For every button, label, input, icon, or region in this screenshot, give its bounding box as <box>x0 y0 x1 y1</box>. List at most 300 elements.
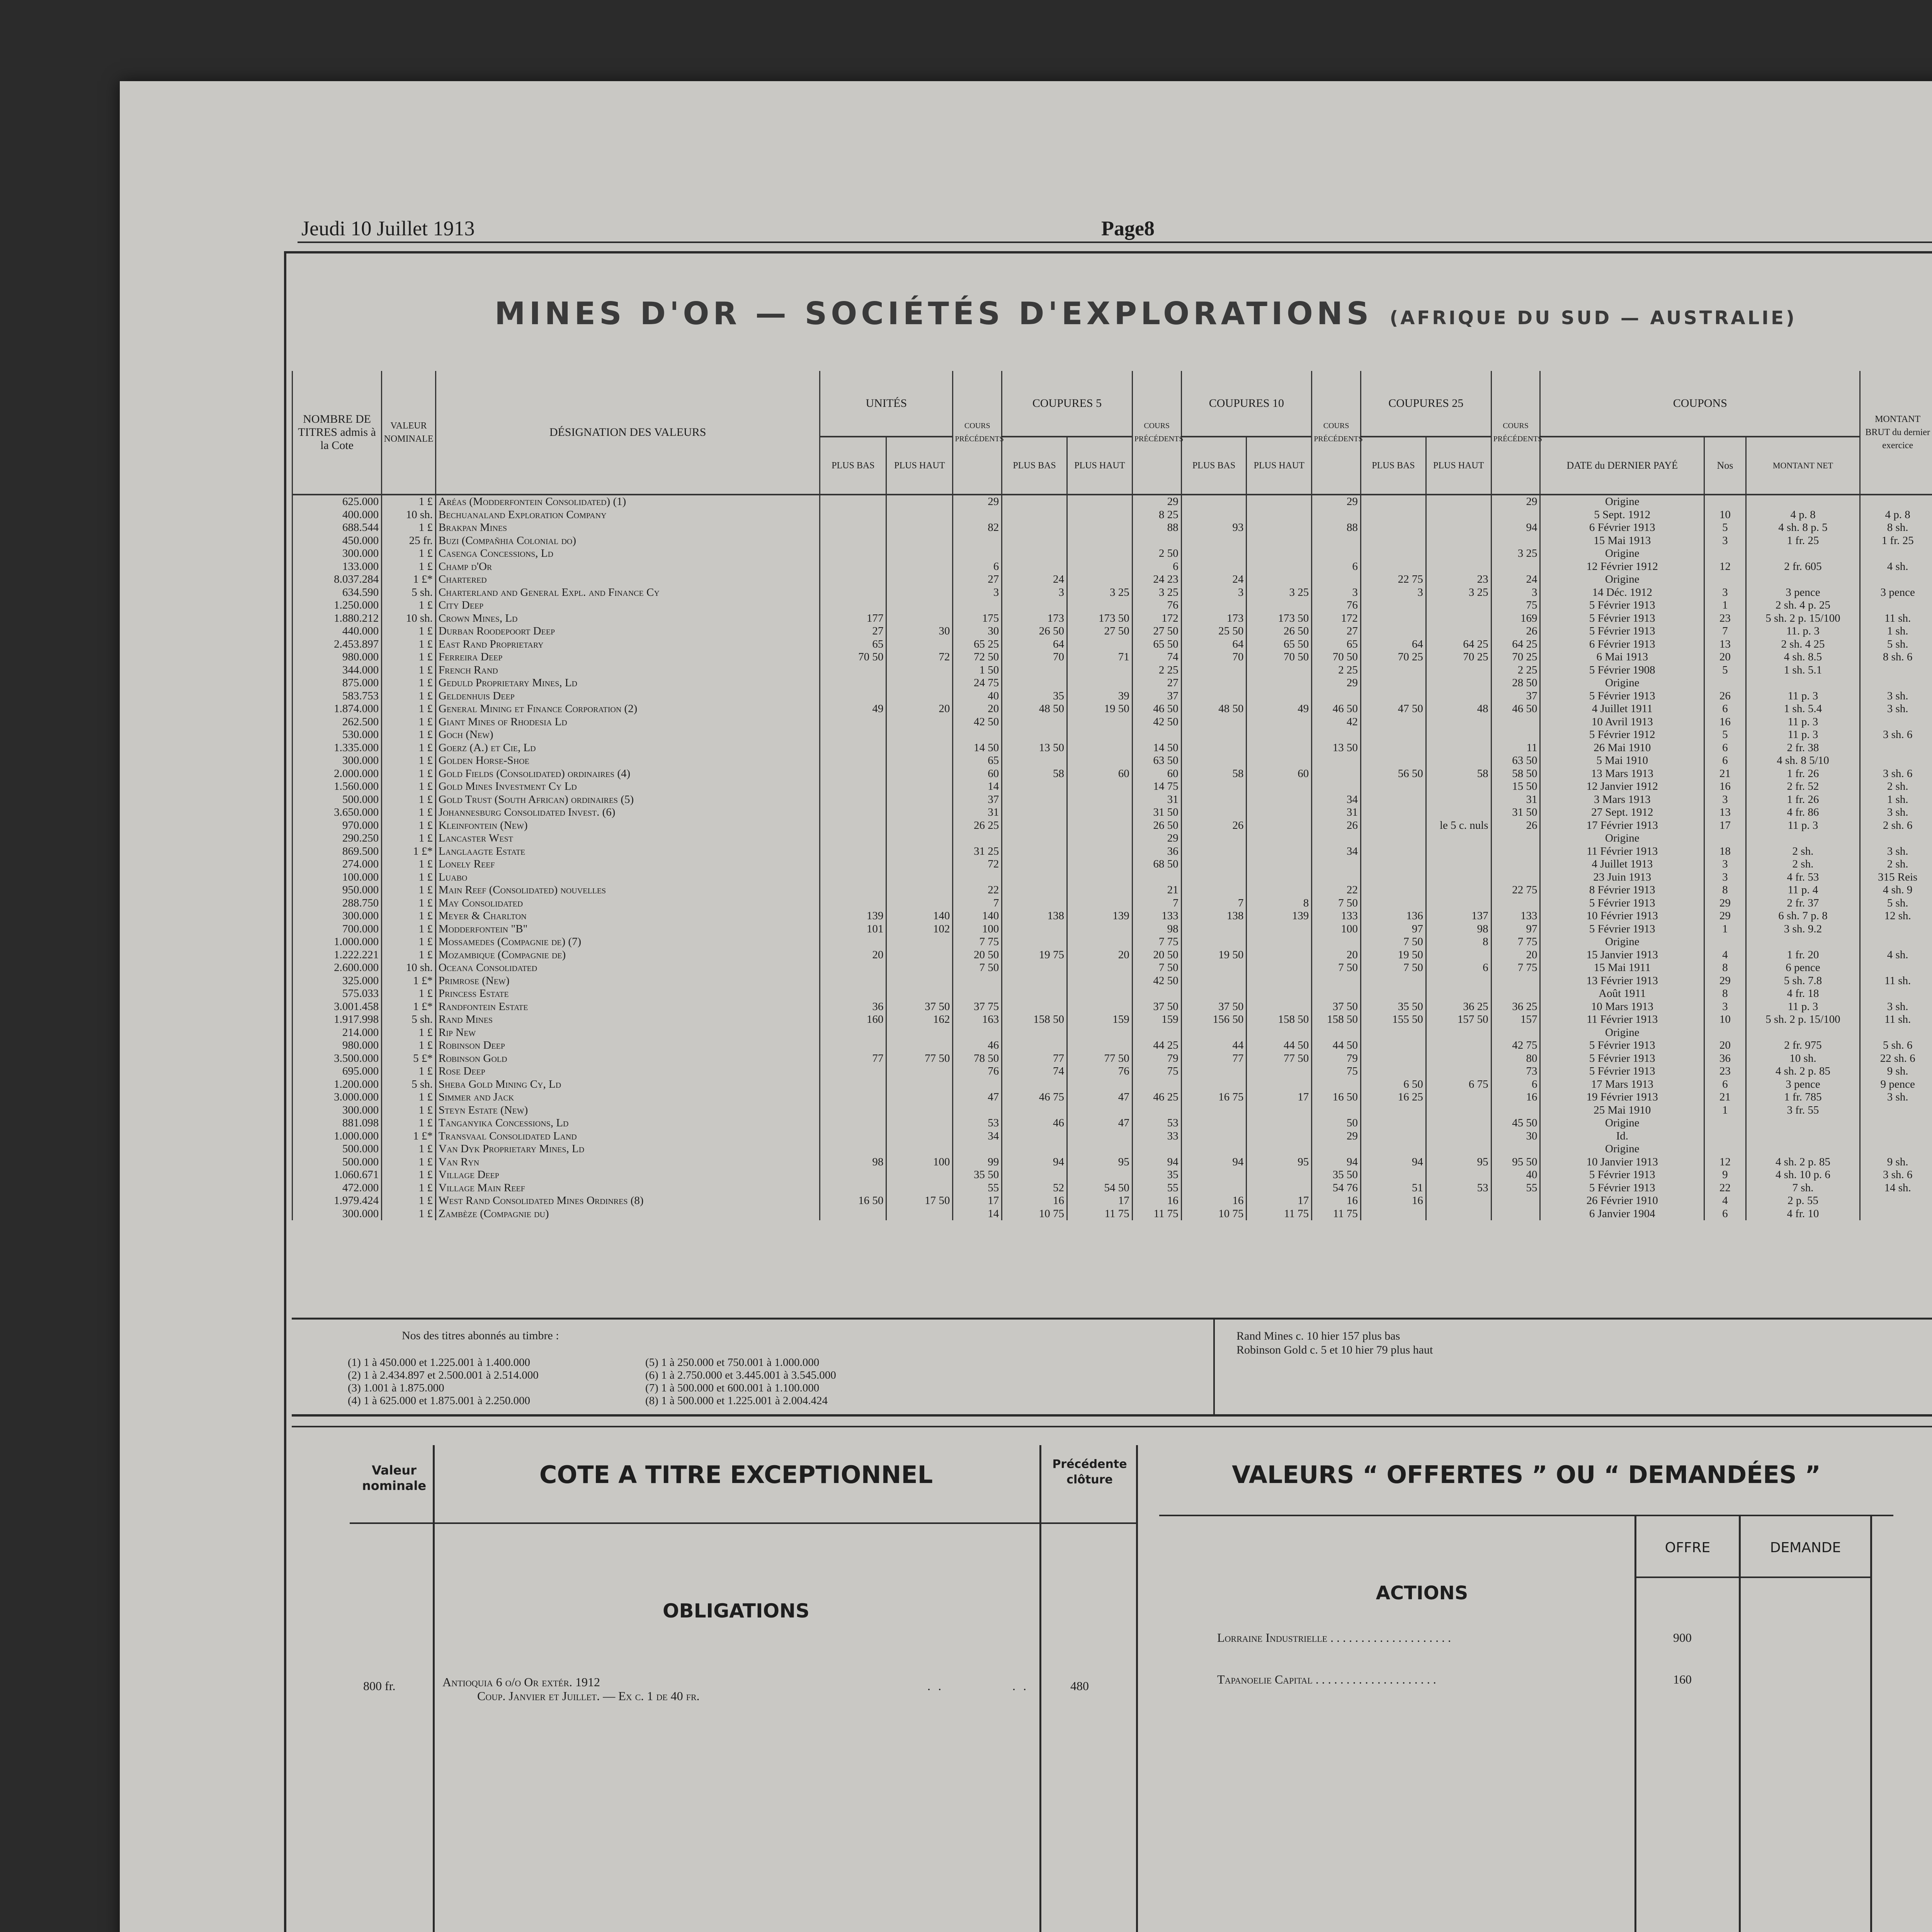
table-cell <box>1361 806 1426 819</box>
table-cell <box>1361 534 1426 548</box>
table-cell <box>820 573 886 586</box>
table-cell <box>1181 534 1247 548</box>
table-cell: 51 <box>1361 1182 1426 1195</box>
table-cell: 3 <box>1181 586 1247 599</box>
table-cell: 400.000 <box>293 509 382 522</box>
table-cell <box>1247 690 1312 703</box>
table-cell: 46 50 <box>1312 702 1361 716</box>
table-cell <box>1247 495 1312 509</box>
table-cell: 70 <box>1181 651 1247 664</box>
table-cell: 70 <box>1002 651 1067 664</box>
table-cell <box>1247 534 1312 548</box>
table-cell: 5 sh. <box>1860 638 1932 651</box>
table-cell: Aréas (Modderfontein Consolidated) (1) <box>435 495 820 509</box>
table-cell <box>1247 832 1312 845</box>
table-cell: 1 £* <box>382 573 436 586</box>
table-cell: 4 fr. 53 <box>1746 871 1860 884</box>
exc-precedente: Précédente clôture <box>1052 1458 1127 1486</box>
table-cell <box>1491 1104 1540 1117</box>
table-cell: 8 sh. 6 <box>1860 651 1932 664</box>
table-cell <box>1067 599 1132 612</box>
table-cell <box>1426 949 1491 962</box>
table-cell: 11 75 <box>1312 1208 1361 1221</box>
table-row <box>293 1143 1932 1156</box>
list-item: (3) 1.001 à 1.875.000 <box>348 1382 444 1394</box>
table-cell <box>1704 677 1746 690</box>
table-cell: 31 <box>953 806 1002 819</box>
table-cell <box>820 1065 886 1078</box>
table-cell: 5 <box>1704 728 1746 742</box>
table-cell: 37 <box>1132 690 1181 703</box>
table-cell: 58 50 <box>1491 767 1540 781</box>
table-cell <box>1067 547 1132 560</box>
table-cell <box>1426 664 1491 677</box>
table-cell: 34 <box>953 1130 1002 1143</box>
table-cell: 2.453.897 <box>293 638 382 651</box>
table-cell: 3 <box>1002 586 1067 599</box>
table-cell: 8 25 <box>1132 509 1181 522</box>
table-row <box>293 638 1932 651</box>
table-cell <box>886 690 953 703</box>
table-cell <box>1361 780 1426 793</box>
table-cell <box>820 1168 886 1182</box>
table-cell: 1 £ <box>382 1182 436 1195</box>
table-cell: 15 50 <box>1491 780 1540 793</box>
table-cell <box>1247 1168 1312 1182</box>
table-cell: 10 sh. <box>382 509 436 522</box>
table-cell: 3 <box>1361 586 1426 599</box>
table-cell: 4 sh. 2 p. 85 <box>1746 1156 1860 1169</box>
table-cell: 1 £ <box>382 1168 436 1182</box>
table-cell: 97 <box>1361 923 1426 936</box>
table-cell: 26 <box>1181 819 1247 832</box>
table-row <box>293 677 1932 690</box>
table-cell: 55 <box>1491 1182 1540 1195</box>
table-cell <box>1067 780 1132 793</box>
table-cell <box>1002 560 1067 573</box>
list-item: Robinson Gold c. 5 et 10 hier 79 plus haut <box>1236 1344 1433 1356</box>
table-cell: 26 <box>1312 819 1361 832</box>
table-cell <box>1067 935 1132 949</box>
table-cell <box>1426 1143 1491 1156</box>
table-cell <box>1860 547 1932 560</box>
table-cell: Robinson Gold <box>435 1052 820 1065</box>
exc-row-name-1: Antioquia 6 o/o Or extér. 1912 <box>442 1675 600 1689</box>
table-cell <box>1067 897 1132 910</box>
table-cell: Village Deep <box>435 1168 820 1182</box>
table-cell: 28 50 <box>1491 677 1540 690</box>
table-cell: 10 Janvier 1913 <box>1540 1156 1704 1169</box>
table-cell <box>1312 767 1361 781</box>
table-cell: 2 p. 55 <box>1746 1194 1860 1208</box>
table-cell: 10 Mars 1913 <box>1540 1000 1704 1014</box>
table-cell: 1.250.000 <box>293 599 382 612</box>
table-cell <box>886 560 953 573</box>
table-cell: 138 <box>1181 910 1247 923</box>
table-cell: 2 sh. 4 25 <box>1746 638 1860 651</box>
table-cell <box>1860 677 1932 690</box>
table-cell: 60 <box>1247 767 1312 781</box>
table-cell <box>820 767 886 781</box>
table-cell: Golden Horse-Shoe <box>435 754 820 767</box>
table-cell <box>820 884 886 897</box>
table-cell: 8 <box>1704 987 1746 1000</box>
exc-row-name <box>442 1675 700 1703</box>
table-cell <box>953 987 1002 1000</box>
table-row <box>293 1182 1932 1195</box>
table-cell <box>1002 664 1067 677</box>
table-cell: 4 Juillet 1911 <box>1540 702 1704 716</box>
table-cell: 315 Reis <box>1860 871 1932 884</box>
table-cell <box>1067 677 1132 690</box>
exc-header-rule <box>350 1522 1136 1524</box>
table-cell <box>1491 975 1540 988</box>
table-cell: 48 50 <box>1181 702 1247 716</box>
table-cell <box>1067 560 1132 573</box>
table-cell <box>1002 884 1067 897</box>
table-cell <box>1361 845 1426 858</box>
table-row <box>293 1039 1932 1052</box>
table-cell: 40 <box>953 690 1002 703</box>
table-cell <box>1361 560 1426 573</box>
table-cell: 1 £ <box>382 677 436 690</box>
table-cell: 12 <box>1704 1156 1746 1169</box>
table-cell <box>1860 1194 1932 1208</box>
table-cell: 3 25 <box>1247 586 1312 599</box>
table-cell <box>1002 961 1067 975</box>
table-cell: 1 £* <box>382 1130 436 1143</box>
table-cell: Origine <box>1540 1026 1704 1039</box>
table-cell <box>1002 599 1067 612</box>
table-cell: 47 <box>953 1091 1002 1104</box>
table-cell: 102 <box>886 923 953 936</box>
table-cell <box>1361 754 1426 767</box>
table-cell: 6 Janvier 1904 <box>1540 1208 1704 1221</box>
table-cell: 2 fr. 37 <box>1746 897 1860 910</box>
table-cell: 26 <box>1491 819 1540 832</box>
table-cell <box>1247 1000 1312 1014</box>
table-cell <box>820 754 886 767</box>
table-cell <box>1002 1078 1067 1091</box>
table-cell: 5 £* <box>382 1052 436 1065</box>
table-cell: 139 <box>1247 910 1312 923</box>
table-cell: 11. p. 3 <box>1746 625 1860 638</box>
table-cell <box>1247 664 1312 677</box>
table-cell: 11 sh. <box>1860 975 1932 988</box>
table-cell: 26 50 <box>1132 819 1181 832</box>
table-cell: 160 <box>820 1013 886 1026</box>
table-cell <box>1426 754 1491 767</box>
table-cell: 7 <box>1704 625 1746 638</box>
table-cell: 33 <box>1132 1130 1181 1143</box>
table-cell <box>1247 677 1312 690</box>
table-cell: 980.000 <box>293 1039 382 1052</box>
table-cell <box>1361 1130 1426 1143</box>
table-cell <box>886 1117 953 1130</box>
table-cell: le 5 c. nuls <box>1426 819 1491 832</box>
table-cell: 162 <box>886 1013 953 1026</box>
th-coupures10: COUPURES 10 <box>1181 371 1312 437</box>
table-cell: 11 p. 4 <box>1746 884 1860 897</box>
table-cell: 58 <box>1181 767 1247 781</box>
table-row <box>293 625 1932 638</box>
table-cell: 1 £* <box>382 1000 436 1014</box>
table-cell <box>1860 935 1932 949</box>
table-cell: 7 75 <box>1491 961 1540 975</box>
table-cell: 42 75 <box>1491 1039 1540 1052</box>
table-cell: 8.037.284 <box>293 573 382 586</box>
table-cell: 40 <box>1491 1168 1540 1182</box>
table-cell: 20 50 <box>953 949 1002 962</box>
table-cell: 158 50 <box>1247 1013 1312 1026</box>
table-row <box>293 949 1932 962</box>
table-cell <box>1181 716 1247 729</box>
table-cell <box>1426 1091 1491 1104</box>
table-cell <box>1426 728 1491 742</box>
table-cell: 6 Février 1913 <box>1540 521 1704 534</box>
table-cell <box>953 728 1002 742</box>
table-cell: 1 £ <box>382 716 436 729</box>
table-cell: 63 50 <box>1132 754 1181 767</box>
table-cell: 1 £ <box>382 638 436 651</box>
table-cell <box>1361 677 1426 690</box>
table-cell: Mozambique (Compagnie de) <box>435 949 820 962</box>
table-row <box>293 495 1932 509</box>
table-cell: 11 <box>1491 742 1540 755</box>
table-cell <box>1491 832 1540 845</box>
table-cell <box>1067 742 1132 755</box>
table-cell <box>1426 690 1491 703</box>
table-cell <box>1426 547 1491 560</box>
table-cell: 7 50 <box>1361 935 1426 949</box>
table-cell <box>1067 871 1132 884</box>
table-cell: 19 75 <box>1002 949 1067 962</box>
list-item: (2) 1 à 2.434.897 et 2.500.001 à 2.514.000 <box>348 1369 539 1381</box>
table-cell: 6 <box>1132 560 1181 573</box>
table-cell <box>1002 780 1067 793</box>
table-cell: Gold Trust (South African) ordinaires (5) <box>435 793 820 806</box>
table-cell: 70 50 <box>1312 651 1361 664</box>
table-cell: 1 £* <box>382 845 436 858</box>
table-cell <box>1426 1117 1491 1130</box>
table-cell: 44 50 <box>1312 1039 1361 1052</box>
table-cell: 72 50 <box>953 651 1002 664</box>
table-cell: 6 <box>953 560 1002 573</box>
table-cell <box>1361 987 1426 1000</box>
table-cell <box>1002 1130 1067 1143</box>
table-cell: 20 <box>1312 949 1361 962</box>
table-cell: 1 £ <box>382 599 436 612</box>
table-cell: 20 <box>1704 651 1746 664</box>
table-row <box>293 1104 1932 1117</box>
table-cell: 10 sh. <box>1746 1052 1860 1065</box>
table-cell <box>1704 1026 1746 1039</box>
table-cell: 65 50 <box>1247 638 1312 651</box>
table-cell: 157 50 <box>1426 1013 1491 1026</box>
table-cell: 48 <box>1426 702 1491 716</box>
table-cell: 35 50 <box>1361 1000 1426 1014</box>
table-cell <box>1067 961 1132 975</box>
table-cell <box>1002 1000 1067 1014</box>
timbre-left-list <box>348 1356 539 1407</box>
table-cell: 17 <box>1247 1194 1312 1208</box>
table-cell: 3 <box>1704 534 1746 548</box>
table-cell: 7 50 <box>1361 961 1426 975</box>
table-cell <box>1002 716 1067 729</box>
table-cell: 17 <box>1247 1091 1312 1104</box>
table-cell: 9 pence <box>1860 1078 1932 1091</box>
table-row <box>293 560 1932 573</box>
table-cell <box>1181 793 1247 806</box>
table-cell: 6 50 <box>1361 1078 1426 1091</box>
table-cell: 4 sh. <box>1860 560 1932 573</box>
table-cell: 14 50 <box>1132 742 1181 755</box>
offertes-offre: 900 <box>1673 1631 1692 1645</box>
table-cell: 70 25 <box>1426 651 1491 664</box>
table-cell <box>1426 521 1491 534</box>
table-cell: 1.335.000 <box>293 742 382 755</box>
table-cell: 869.500 <box>293 845 382 858</box>
table-cell <box>1002 754 1067 767</box>
table-cell <box>820 897 886 910</box>
table-row <box>293 1091 1932 1104</box>
table-cell: 2 fr. 975 <box>1746 1039 1860 1052</box>
table-cell <box>1181 1078 1247 1091</box>
th-c10-bas: PLUS BAS <box>1181 437 1247 495</box>
table-cell: 27 <box>820 625 886 638</box>
table-cell <box>1704 573 1746 586</box>
table-cell <box>1491 1208 1540 1221</box>
table-cell: 1 £ <box>382 754 436 767</box>
table-cell: 1 £ <box>382 495 436 509</box>
table-cell <box>1067 521 1132 534</box>
list-item: (1) 1 à 450.000 et 1.225.001 à 1.400.000 <box>348 1356 530 1369</box>
table-cell: 1 £ <box>382 1039 436 1052</box>
table-cell <box>1067 832 1132 845</box>
exc-row-dots-2: . . <box>1012 1679 1029 1693</box>
table-cell <box>1860 923 1932 936</box>
table-cell: 3 25 <box>1132 586 1181 599</box>
table-cell: 5 sh. <box>1860 897 1932 910</box>
table-cell <box>953 599 1002 612</box>
table-cell: 17 Mars 1913 <box>1540 1078 1704 1091</box>
table-cell <box>1361 1117 1426 1130</box>
table-cell <box>1361 1052 1426 1065</box>
table-cell: Langlaagte Estate <box>435 845 820 858</box>
table-cell <box>886 884 953 897</box>
table-cell <box>886 949 953 962</box>
table-cell <box>1002 495 1067 509</box>
table-cell: 79 <box>1132 1052 1181 1065</box>
table-cell <box>1426 845 1491 858</box>
table-cell: 3 pence <box>1746 1078 1860 1091</box>
table-cell: 3 <box>1704 858 1746 871</box>
table-cell: Modderfontein "B" <box>435 923 820 936</box>
table-cell: Johannesburg Consolidated Invest. (6) <box>435 806 820 819</box>
table-cell: 2 25 <box>1491 664 1540 677</box>
table-cell <box>1361 897 1426 910</box>
table-cell <box>1426 1026 1491 1039</box>
table-cell: 53 <box>1132 1117 1181 1130</box>
table-cell: Kleinfontein (New) <box>435 819 820 832</box>
table-cell: 77 <box>1181 1052 1247 1065</box>
table-cell <box>1312 832 1361 845</box>
table-cell: 7 sh. <box>1746 1182 1860 1195</box>
table-cell: 5 Février 1913 <box>1540 1039 1704 1052</box>
table-cell <box>1002 845 1067 858</box>
table-cell: 70 50 <box>820 651 886 664</box>
exc-row-name-2: Coup. Janvier et Juillet. — Ex c. 1 de 40 fr. <box>477 1689 700 1703</box>
table-cell <box>1426 534 1491 548</box>
table-cell <box>1247 521 1312 534</box>
table-cell: 300.000 <box>293 754 382 767</box>
table-cell: Goerz (A.) et Cie, Ld <box>435 742 820 755</box>
table-cell: 77 50 <box>1247 1052 1312 1065</box>
table-cell: 16 75 <box>1181 1091 1247 1104</box>
table-cell: 159 <box>1132 1013 1181 1026</box>
table-cell: 173 <box>1002 612 1067 625</box>
table-cell: Champ d'Or <box>435 560 820 573</box>
table-cell <box>1426 1104 1491 1117</box>
table-cell <box>1002 509 1067 522</box>
table-cell <box>953 509 1002 522</box>
table-cell: 11 sh. <box>1860 1013 1932 1026</box>
th-unites-haut: PLUS HAUT <box>886 437 953 495</box>
table-cell: Oceana Consolidated <box>435 961 820 975</box>
table-cell <box>1491 845 1540 858</box>
table-cell <box>1247 509 1312 522</box>
table-cell <box>1491 534 1540 548</box>
table-cell <box>1361 1104 1426 1117</box>
table-cell: 14 <box>953 780 1002 793</box>
table-cell <box>1247 728 1312 742</box>
table-cell: 21 <box>1132 884 1181 897</box>
table-cell: Origine <box>1540 1143 1704 1156</box>
table-cell <box>820 586 886 599</box>
table-cell <box>886 987 953 1000</box>
table-cell: 78 50 <box>953 1052 1002 1065</box>
table-cell: 5 Février 1913 <box>1540 599 1704 612</box>
table-row <box>293 935 1932 949</box>
offertes-rule <box>1159 1515 1893 1516</box>
table-cell <box>886 1182 953 1195</box>
table-cell: 159 <box>1067 1013 1132 1026</box>
table-row <box>293 1013 1932 1026</box>
table-cell <box>1361 858 1426 871</box>
table-cell: 9 sh. <box>1860 1065 1932 1078</box>
table-cell: 4 sh. 8 5/10 <box>1746 754 1860 767</box>
table-cell: 1 £ <box>382 871 436 884</box>
table-cell: 1.222.221 <box>293 949 382 962</box>
table-cell: 8 <box>1704 961 1746 975</box>
table-cell: 56 50 <box>1361 767 1426 781</box>
table-cell: 65 25 <box>953 638 1002 651</box>
table-cell: Rose Deep <box>435 1065 820 1078</box>
table-cell <box>953 1078 1002 1091</box>
table-cell <box>1181 1026 1247 1039</box>
table-cell: 8 sh. <box>1860 521 1932 534</box>
table-row <box>293 923 1932 936</box>
table-cell: 27 Sept. 1912 <box>1540 806 1704 819</box>
table-cell <box>953 1143 1002 1156</box>
table-row <box>293 1000 1932 1014</box>
table-cell: 3 sh. 6 <box>1860 767 1932 781</box>
table-cell <box>1312 780 1361 793</box>
table-cell <box>1860 754 1932 767</box>
table-cell: 1 £ <box>382 702 436 716</box>
table-cell: 74 <box>1132 651 1181 664</box>
table-cell: Origine <box>1540 935 1704 949</box>
